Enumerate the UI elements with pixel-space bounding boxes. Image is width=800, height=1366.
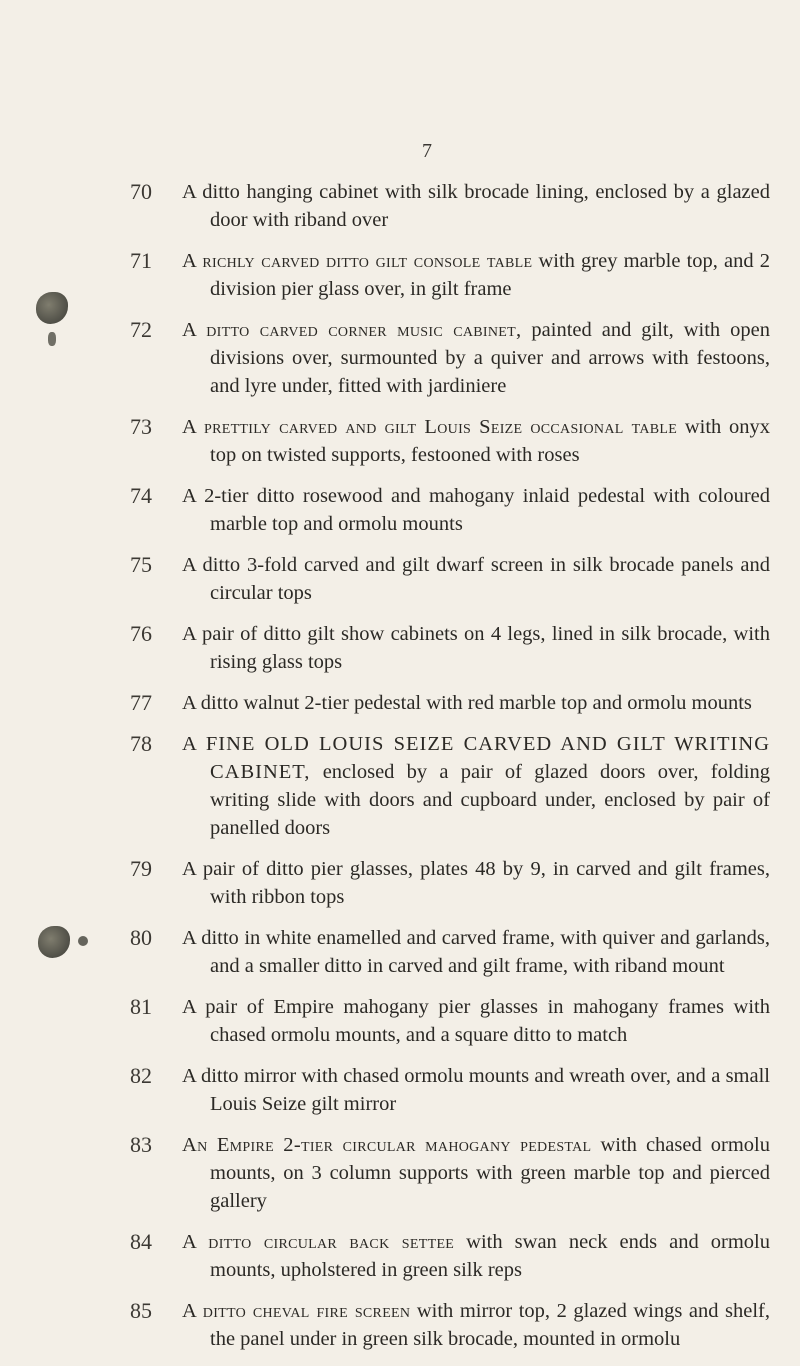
lot-76: [130, 620, 770, 676]
lot-description: [182, 413, 770, 469]
lot-lead: A FINE OLD LOUIS SEIZE CARVED AND GILT WRITING CABINET,: [182, 733, 770, 783]
lot-lead: A richly carved ditto gilt console table: [182, 250, 533, 272]
lot-number: 71: [130, 248, 152, 273]
lot-description: [182, 316, 770, 400]
lot-body: with swan neck ends and ormolu mounts, upholstered in green silk reps: [210, 1231, 770, 1281]
lot-description: [182, 620, 770, 676]
lot-description: [182, 178, 770, 234]
lot-description: [182, 551, 770, 607]
lot-body: with chased ormolu mounts, on 3 column supports with green marble top and pierced gallery: [210, 1134, 770, 1212]
lot-lead: A ditto cheval fire screen: [182, 1300, 411, 1322]
lot-81: [130, 993, 770, 1049]
margin-mark: [38, 926, 70, 958]
lot-body: A ditto walnut 2-tier pedestal with red marble top and ormolu mounts: [182, 692, 752, 714]
lot-number: 81: [130, 994, 152, 1019]
lot-body: with onyx top on twisted supports, festooned with roses: [210, 416, 770, 466]
lot-description: [182, 482, 770, 538]
margin-mark: [36, 292, 68, 324]
lot-78: [130, 730, 770, 842]
lot-number: 75: [130, 552, 152, 577]
lot-lead: A ditto carved corner music cabinet,: [182, 319, 522, 341]
lot-body: with mirror top, 2 glazed wings and shelf, the panel under in green silk brocade, mounted in ormolu: [210, 1300, 770, 1350]
lot-number: 82: [130, 1063, 152, 1088]
lot-list: [130, 178, 770, 1366]
lot-description: [182, 1131, 770, 1215]
lot-description: [182, 247, 770, 303]
lot-71: [130, 247, 770, 303]
lot-72: [130, 316, 770, 400]
lot-number: 77: [130, 690, 152, 715]
lot-body: A 2-tier ditto rosewood and mahogany inlaid pedestal with coloured marble top and ormolu mounts: [182, 485, 770, 535]
lot-number: 72: [130, 317, 152, 342]
lot-number: 73: [130, 414, 152, 439]
lot-number: 85: [130, 1298, 152, 1323]
lot-85: [130, 1297, 770, 1353]
lot-description: [182, 730, 770, 842]
lot-80: [130, 924, 770, 980]
lot-number: 78: [130, 731, 152, 756]
lot-body: enclosed by a pair of glazed doors over, folding writing slide with doors and cupboard under, enclosed by pair of panelled doors: [210, 761, 770, 839]
lot-number: 84: [130, 1229, 152, 1254]
lot-number: 74: [130, 483, 152, 508]
lot-lead: A ditto circular back settee: [182, 1231, 455, 1253]
lot-description: [182, 1228, 770, 1284]
lot-body: painted and gilt, with open divisions over, surmounted by a quiver and arrows with festoons, and lyre under, fitted with jardiniere: [210, 319, 770, 397]
lot-body: A pair of ditto gilt show cabinets on 4 legs, lined in silk brocade, with rising glass tops: [182, 623, 770, 673]
lot-body: A ditto mirror with chased ormolu mounts and wreath over, and a small Louis Seize gilt mirror: [182, 1065, 770, 1115]
lot-number: 80: [130, 925, 152, 950]
lot-body: with grey marble top, and 2 division pier glass over, in gilt frame: [210, 250, 770, 300]
lot-75: [130, 551, 770, 607]
lot-description: [182, 993, 770, 1049]
lot-77: [130, 689, 770, 717]
lot-body: A pair of Empire mahogany pier glasses in mahogany frames with chased ormolu mounts, and a square ditto to match: [182, 996, 770, 1046]
lot-body: A ditto 3-fold carved and gilt dwarf screen in silk brocade panels and circular tops: [182, 554, 770, 604]
lot-number: 70: [130, 179, 152, 204]
lot-body: A ditto in white enamelled and carved frame, with quiver and garlands, and a smaller ditto in carved and gilt frame, with riband mount: [182, 927, 770, 977]
lot-description: [182, 924, 770, 980]
lot-number: 83: [130, 1132, 152, 1157]
lot-description: [182, 1297, 770, 1353]
lot-number: 76: [130, 621, 152, 646]
lot-73: [130, 413, 770, 469]
lot-description: [182, 855, 770, 911]
lot-lead: A prettily carved and gilt Louis Seize occasional table: [182, 416, 678, 438]
lot-body: A pair of ditto pier glasses, plates 48 by 9, in carved and gilt frames, with ribbon tops: [182, 858, 770, 908]
lot-body: A ditto hanging cabinet with silk brocade lining, enclosed by a glazed door with riband over: [182, 181, 770, 231]
lot-lead: An Empire 2-tier circular mahogany pedestal: [182, 1134, 592, 1156]
lot-description: [182, 689, 770, 717]
page-number: 7: [422, 140, 432, 162]
lot-74: [130, 482, 770, 538]
lot-83: [130, 1131, 770, 1215]
lot-79: [130, 855, 770, 911]
lot-84: [130, 1228, 770, 1284]
lot-82: [130, 1062, 770, 1118]
lot-70: [130, 178, 770, 234]
lot-number: 79: [130, 856, 152, 881]
lot-description: [182, 1062, 770, 1118]
